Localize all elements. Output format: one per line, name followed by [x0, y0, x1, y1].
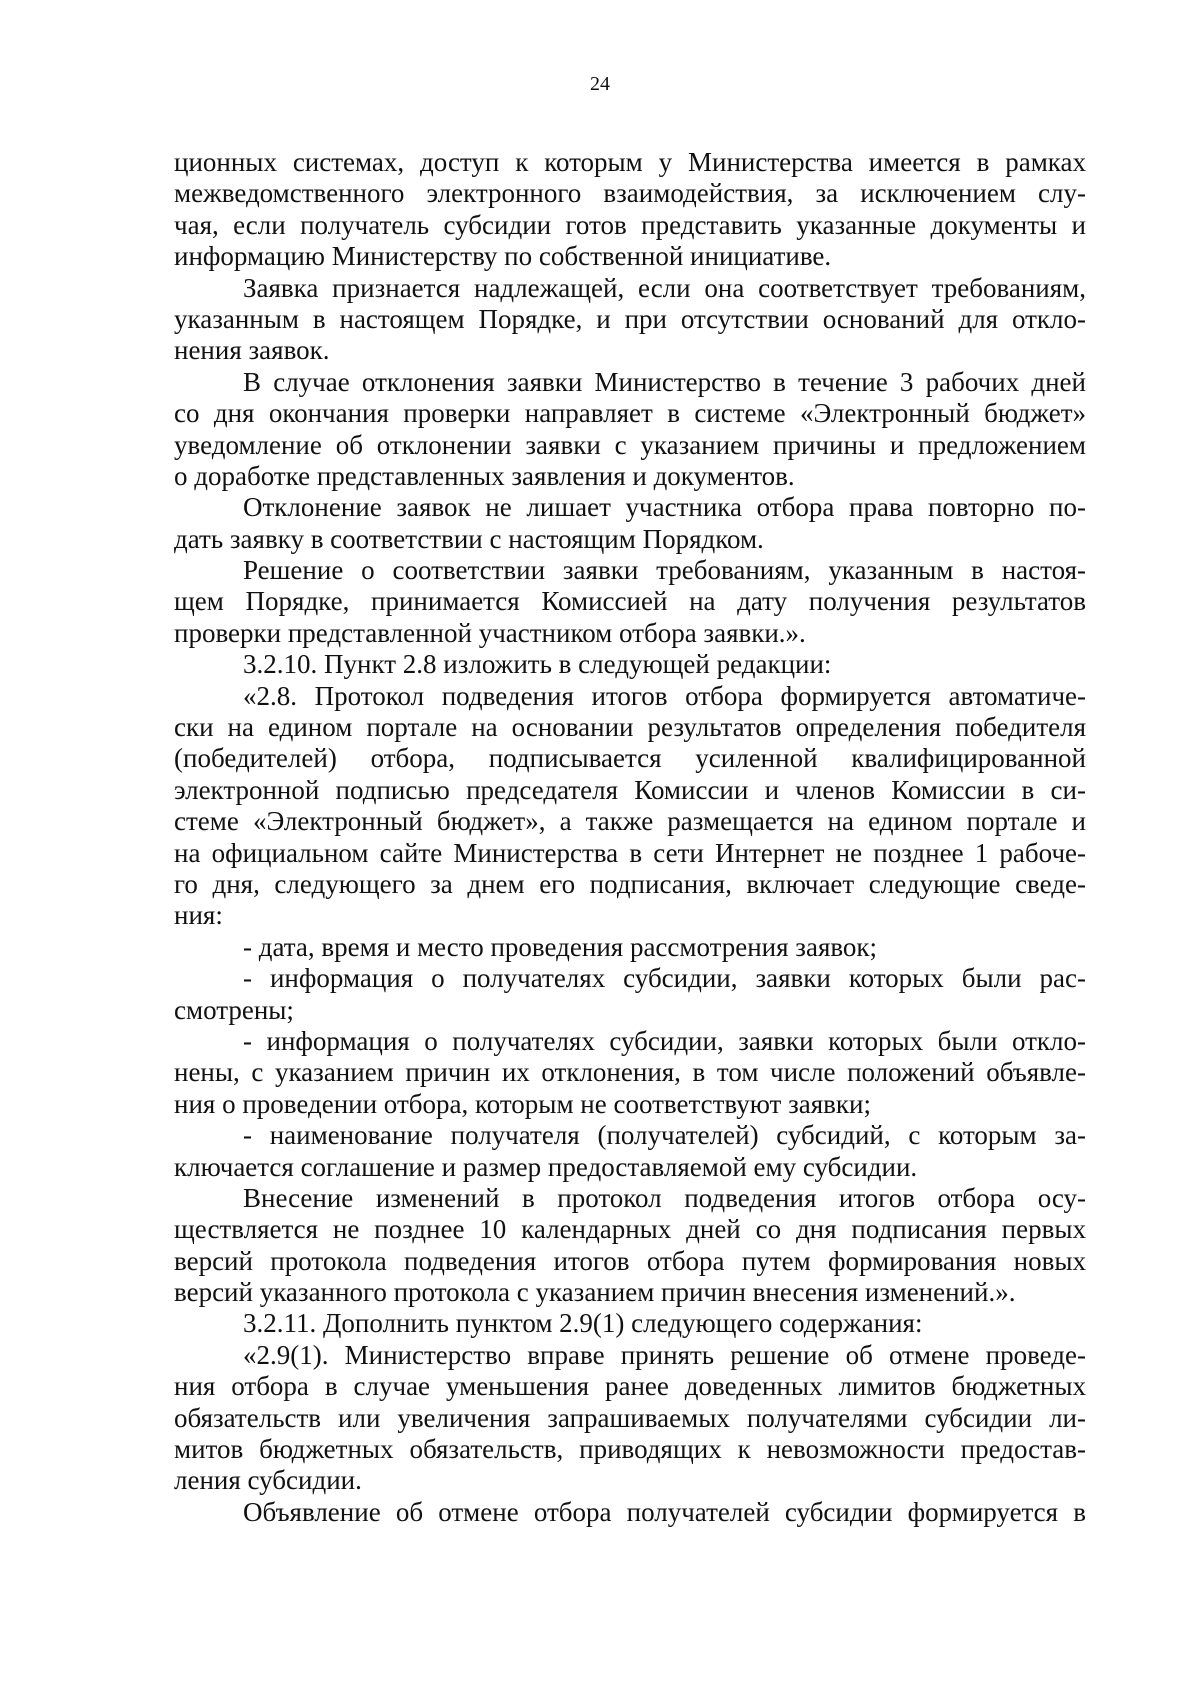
text-line: - наименование получателя (получателей) субсидий, с которым за- — [243, 1120, 1086, 1151]
text-line: нены, с указанием причин их отклонения, в том числе положений объявле- — [174, 1057, 1086, 1088]
text-line: (победителей) отбора, подписывается усиленной квалифицированной — [174, 743, 1086, 774]
text-line: версий указанного протокола с указанием причин внесения изменений.». — [174, 1277, 1016, 1308]
text-line: смотрены; — [174, 994, 294, 1025]
text-line: версий протокола подведения итогов отбора путем формирования новых — [174, 1245, 1086, 1276]
text-line: ционных системах, доступ к которым у Министерства имеется в рамках — [174, 147, 1086, 177]
text-line: ключается соглашение и размер предоставляемой ему субсидии. — [174, 1151, 918, 1182]
text-line: Объявление об отмене отбора получателей субсидии формируется в — [243, 1496, 1086, 1527]
text-line: ления субсидии. — [174, 1465, 362, 1496]
text-line: - информация о получателях субсидии, заявки которых были рас- — [243, 963, 1086, 994]
text-line: чая, если получатель субсидии готов представить указанные документы и — [174, 209, 1086, 240]
text-line: митов бюджетных обязательств, приводящих к невозможности предостав- — [174, 1434, 1086, 1465]
text-line: о доработке представленных заявления и документов. — [174, 460, 795, 491]
text-line: со дня окончания проверки направляет в системе «Электронный бюджет» — [174, 398, 1086, 429]
text-line: нения заявок. — [174, 335, 330, 366]
text-line: го дня, следующего за днем его подписания, включает следующие сведе- — [174, 868, 1086, 899]
text-line: ния: — [174, 900, 223, 931]
text-line: указанным в настоящем Порядке, и при отсутствии оснований для откло- — [174, 303, 1086, 334]
text-line: ществляется не позднее 10 календарных дней со дня подписания первых — [174, 1214, 1086, 1245]
text-line: проверки представленной участником отбора заявки.». — [174, 617, 806, 648]
text-line: на официальном сайте Министерства в сети Интернет не позднее 1 рабоче- — [174, 837, 1086, 868]
text-line: уведомление об отклонении заявки с указанием причины и предложением — [174, 429, 1086, 460]
text-line: обязательств или увеличения запрашиваемых получателями субсидии ли- — [174, 1402, 1086, 1433]
text-line: - информация о получателях субсидии, заявки которых были откло- — [243, 1025, 1086, 1056]
text-line: «2.9(1). Министерство вправе принять решение об отмене проведе- — [243, 1339, 1086, 1370]
text-line: Решение о соответствии заявки требованиям, указанным в настоя- — [243, 555, 1086, 586]
text-line: щем Порядке, принимается Комиссией на дату получения результатов — [174, 586, 1086, 617]
page-number: 24 — [590, 73, 610, 95]
text-line: ния отбора в случае уменьшения ранее доведенных лимитов бюджетных — [174, 1371, 1086, 1402]
text-line: В случае отклонения заявки Министерство в течение 3 рабочих дней — [243, 366, 1086, 397]
text-line: информацию Министерству по собственной инициативе. — [174, 241, 832, 272]
text-line: стеме «Электронный бюджет», а также размещается на едином портале и — [174, 806, 1086, 837]
text-line: Внесение изменений в протокол подведения итогов отбора осу- — [243, 1182, 1086, 1213]
text-line: межведомственного электронного взаимодействия, за исключением слу- — [174, 178, 1086, 209]
body-text — [174, 147, 1086, 1528]
text-line: 3.2.11. Дополнить пунктом 2.9(1) следующего содержания: — [243, 1308, 923, 1339]
text-line: дать заявку в соответствии с настоящим Порядком. — [174, 523, 764, 554]
text-line: электронной подписью председателя Комиссии и членов Комиссии в си- — [174, 774, 1086, 805]
text-line: Заявка признается надлежащей, если она соответствует требованиям, — [243, 272, 1086, 303]
text-line: ски на едином портале на основании результатов определения победителя — [174, 712, 1086, 743]
text-line: 3.2.10. Пункт 2.8 изложить в следующей редакции: — [243, 649, 832, 680]
text-line: Отклонение заявок не лишает участника отбора права повторно по- — [243, 492, 1086, 523]
text-line: «2.8. Протокол подведения итогов отбора формируется автоматиче- — [243, 680, 1086, 711]
text-line: - дата, время и место проведения рассмотрения заявок; — [243, 931, 878, 962]
text-line: ния о проведении отбора, которым не соответствуют заявки; — [174, 1088, 871, 1119]
